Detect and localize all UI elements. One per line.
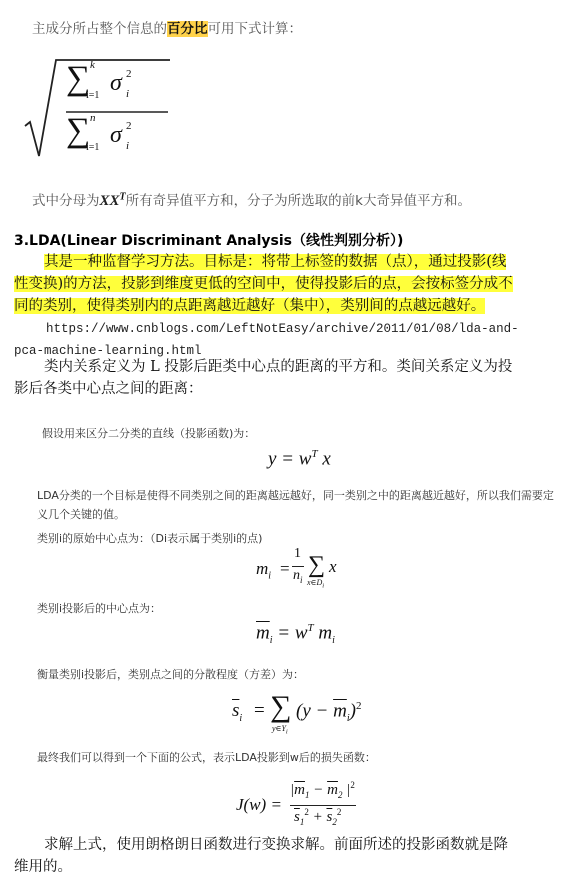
den-sup: 2 bbox=[126, 120, 132, 132]
num-sub: i bbox=[126, 88, 130, 100]
ratio-highlight: 百分比 bbox=[167, 21, 208, 37]
num-sup: 2 bbox=[126, 68, 132, 80]
scatter-line: 衡量类别i投影后，类别点之间的分散程度（方差）为： bbox=[37, 668, 305, 681]
note-after: 所有奇异值平方和，分子为所选取的前k大奇异值平方和。 bbox=[125, 193, 471, 209]
intro-line-2: 性变换)的方法，投影到维度更低的空间中，使得投影后的点，会按标签分成不 bbox=[14, 276, 513, 292]
url-line-2[interactable]: pca-machine-learning.html bbox=[14, 344, 202, 358]
num-sigma: σ bbox=[110, 70, 122, 96]
proj-center-line: 类别i投影后的中心点为： bbox=[37, 602, 162, 615]
center-line: 类别i的原始中心点为：（Di表示属于类别i的点) bbox=[37, 532, 263, 545]
relation-line-1: 类内关系定义为 L 投影后距类中心点的距离的平方和。类间关系定义为投 bbox=[44, 359, 513, 375]
den-sigma: σ bbox=[110, 122, 122, 148]
outro-line-1: 求解上式，使用朗格朗日函数进行变换求解。前面所述的投影函数就是降 bbox=[44, 837, 508, 853]
variance-ratio-formula: ∑ k i=1 σ 2 i ∑ n i=1 σ 2 i bbox=[22, 56, 172, 160]
intro-line-3: 同的类别，使得类别内的点距离越近越好（集中），类别间的点越远越好。 bbox=[14, 298, 486, 314]
num-lower: i=1 bbox=[86, 90, 100, 101]
ratio-sentence bbox=[32, 17, 302, 37]
den-lower: i=1 bbox=[86, 142, 100, 153]
denominator-note bbox=[32, 189, 471, 210]
relation-paragraph bbox=[14, 356, 574, 400]
note-before: 式中分母为 bbox=[32, 193, 100, 209]
note-sup: T bbox=[119, 191, 126, 203]
intro-line-1: 其是一种监督学习方法。目标是：将带上标签的数据（点），通过投影(线 bbox=[44, 254, 507, 270]
lda-heading: 3.LDA(Linear Discriminant Analysis（线性判别分析）) bbox=[14, 233, 404, 249]
outro-paragraph bbox=[14, 834, 574, 878]
projection-formula: $y = w^T$ x bbox=[268, 448, 331, 470]
ratio-text-before: 主成分所占整个信息的 bbox=[32, 21, 167, 37]
goal-line-1: LDA分类的一个目标是使得不同类别之间的距离越远越好，同一类别之中的距离越近越好，所以我们需要定 bbox=[37, 489, 554, 502]
scatter-formula: $\overline{s}_i$ = ∑ $y\in Y_i$ $(y - \overline{m}_i)^2$ bbox=[232, 690, 362, 736]
den-upper: n bbox=[90, 112, 96, 124]
relation-line-2: 影后各类中心点之间的距离： bbox=[14, 381, 203, 397]
den-sub: i bbox=[126, 140, 130, 152]
num-upper: k bbox=[90, 59, 95, 71]
loss-formula: J(w) = $|\overline{m}_1 - \overline{m}_2$ $|^2$ $\overline{s}_1^2 + \overline{s}_2^2$ bbox=[236, 780, 355, 827]
projected-center-formula: $\overline{m}_i = w^T$ $m_i$ bbox=[256, 622, 335, 647]
class-center-formula: $m_i$ = 1 $n_i$ ∑ $x\in D_i$ x bbox=[256, 546, 337, 590]
url-line-1[interactable]: https://www.cnblogs.com/LeftNotEasy/archive/2011/01/08/lda-and- bbox=[46, 322, 519, 336]
note-math: XX bbox=[99, 193, 120, 209]
outro-line-2: 维用的。 bbox=[14, 859, 72, 875]
loss-line: 最终我们可以得到一个下面的公式，表示LDA投影到w后的损失函数： bbox=[37, 751, 376, 764]
ratio-text-after: 可用下式计算： bbox=[207, 21, 302, 37]
assume-line: 假设用来区分二分类的直线（投影函数)为： bbox=[42, 427, 256, 440]
lda-intro bbox=[14, 251, 574, 317]
goal-line-2: 义几个关键的值。 bbox=[37, 508, 125, 521]
